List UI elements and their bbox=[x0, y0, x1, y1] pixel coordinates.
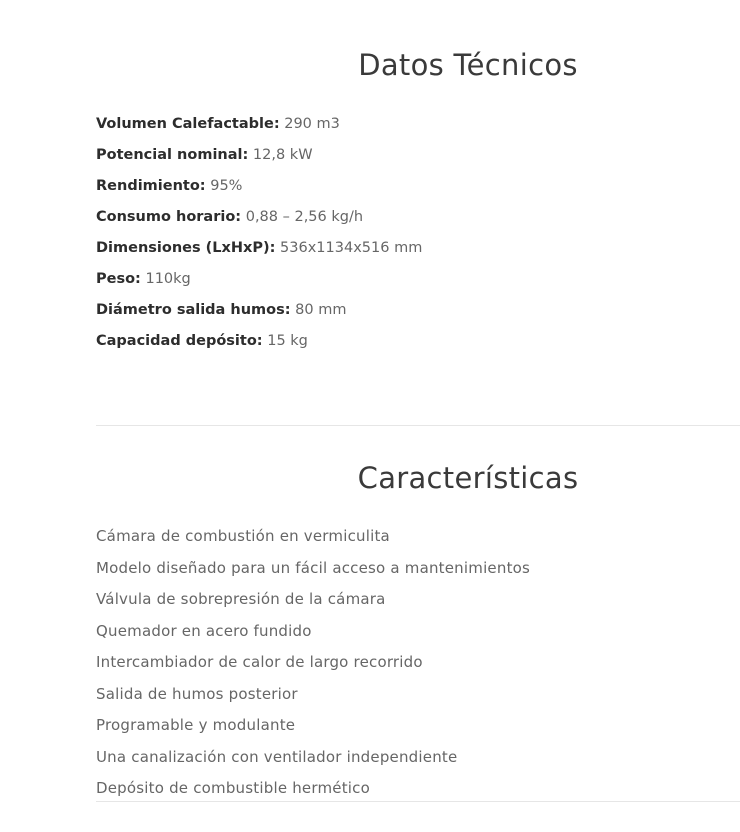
section-divider bbox=[96, 801, 740, 802]
spec-row bbox=[96, 295, 422, 326]
spec-row bbox=[96, 233, 422, 264]
spec-label: Consumo horario: bbox=[96, 209, 242, 225]
technical-data-title: Datos Técnicos bbox=[358, 48, 578, 82]
technical-specs-list bbox=[96, 109, 422, 357]
feature-item: Una canalización con ventilador independiente bbox=[96, 747, 458, 766]
feature-item: Intercambiador de calor de largo recorrido bbox=[96, 653, 423, 671]
spec-label: Potencial nominal: bbox=[96, 147, 249, 163]
features-title: Características bbox=[357, 461, 579, 495]
spec-label: Dimensiones (LxHxP): bbox=[96, 240, 276, 256]
technical-data-section bbox=[96, 0, 740, 425]
spec-value: 12,8 kW bbox=[252, 147, 313, 163]
spec-label: Rendimiento: bbox=[96, 178, 206, 194]
spec-value: 110kg bbox=[145, 271, 191, 287]
spec-value: 80 mm bbox=[295, 302, 347, 318]
spec-row bbox=[96, 202, 422, 233]
feature-item: Cámara de combustión en vermiculita bbox=[96, 527, 390, 545]
spec-label: Peso: bbox=[96, 271, 141, 287]
features-section bbox=[96, 426, 740, 802]
spec-row bbox=[96, 264, 422, 295]
feature-item: Programable y modulante bbox=[96, 716, 296, 734]
spec-row bbox=[96, 140, 422, 171]
spec-value: 290 m3 bbox=[284, 116, 340, 132]
spec-value: 95% bbox=[210, 178, 243, 194]
feature-item: Depósito de combustible hermético bbox=[96, 779, 370, 797]
spec-row bbox=[96, 326, 422, 357]
spec-label: Volumen Calefactable: bbox=[96, 116, 280, 132]
spec-label: Capacidad depósito: bbox=[96, 333, 263, 349]
spec-label: Diámetro salida humos: bbox=[96, 302, 291, 318]
spec-value: 0,88 – 2,56 kg/h bbox=[245, 209, 364, 225]
spec-row bbox=[96, 109, 422, 140]
spec-value: 15 kg bbox=[267, 333, 308, 349]
features-list bbox=[96, 521, 530, 805]
feature-item: Modelo diseñado para un fácil acceso a mantenimientos bbox=[96, 558, 531, 577]
feature-item: Salida de humos posterior bbox=[96, 684, 298, 703]
spec-row bbox=[96, 171, 422, 202]
spec-value: 536x1134x516 mm bbox=[280, 240, 423, 256]
feature-item: Válvula de sobrepresión de la cámara bbox=[96, 590, 386, 608]
feature-item: Quemador en acero fundido bbox=[96, 621, 312, 640]
